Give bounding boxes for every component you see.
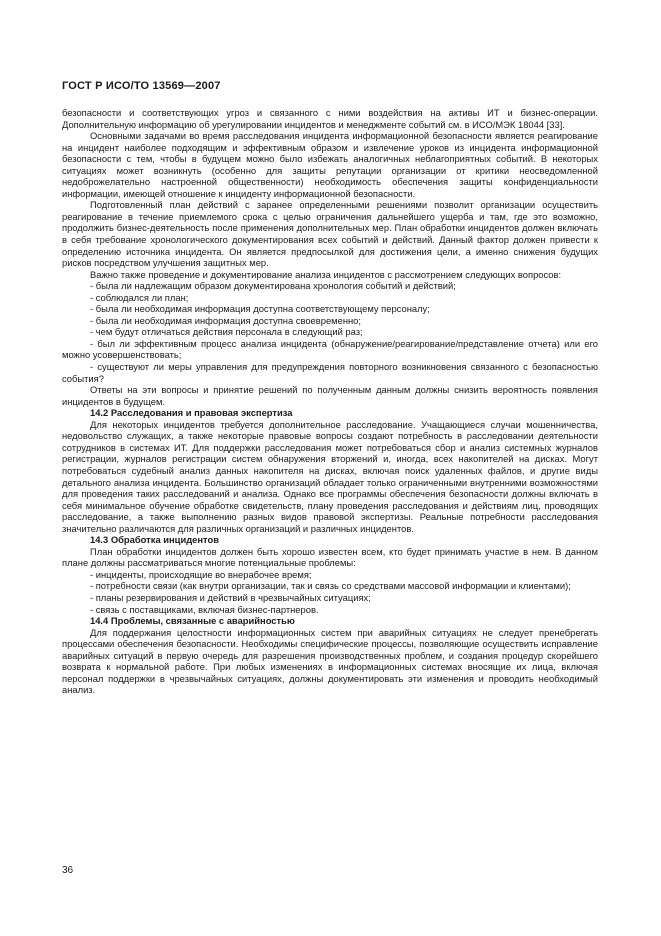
body-paragraph: План обработки инцидентов должен быть хорошо известен всем, кто будет принимать участие в нем. В данном плане должны рассматриваться многие потенциальные проблемы:: [62, 545, 598, 569]
body-paragraph: безопасности и соответствующих угроз и связанного с ними воздействия на активы ИТ и бизнес-операции. Дополнительную информацию об урегулировании инцидентов и менеджменте событий см. в ИСО/МЭК 18044 [33].: [62, 107, 598, 130]
body-paragraph: Важно также проведение и документирование анализа инцидентов с рассмотрением следующих вопросов:: [90, 268, 562, 280]
body-paragraph: Для поддержания целостности информационных систем при аварийных ситуациях не следует пренебрегать процессами обеспечения безопасности. Необходимы специфические процессы, позволяющие осуществить исправление аварийных ситуаций в первую очередь для разрешения производственных проблем, и создания процедур скорейшего возврата к нормальной работе. При любых изменениях в информационных системах вносящие их лица, включая персонал поддержки в чрезвычайных ситуациях, должны документировать эти изменения и проводить необходимый анализ.: [62, 626, 598, 696]
list-item: - была ли необходимая информация доступна своевременно;: [90, 314, 361, 326]
body-paragraph: Для некоторых инцидентов требуется дополнительное расследование. Учащающиеся случаи мошенничества, недовольство служащих, а также некоторые правовые вопросы создают потребность в расследовании деятельности сотрудников в системах ИТ. Для поддержки расследования может потребоваться сбор и анализ системных журналов регистрации, журналов регистрации систем обнаружения вторжений и, иногда, всех накопителей на дисках. Могут потребоваться судебный анализ данных накопителя на дисках, включая поиск удаленных файлов, и другие виды детального анализа инцидента. Большинство организаций обладает только ограниченными внутренними возможностями для проведения таких расследований и анализа. Однако все программы обеспечения безопасности должны включать в себя минимальное обучение обработке свидетельств, плану проведения расследования и действиям лиц, проводящих расследование, а также выполнению разных видов правовой экспертизы. Реальные потребности расследования значительно различаются для различных организаций и различных инцидентов.: [62, 418, 598, 534]
body-paragraph: Основными задачами во время расследования инцидента информационной безопасности является реагирование на инцидент наиболее подходящим и эффективным образом и извлечение уроков из инцидента информационной безопасности с тем, чтобы в будущем можно было избежать аналогичных неблагоприятных событий. В некоторых ситуациях может возникнуть (особенно для защиты репутации организации от критики неосведомленной недоброжелательно настроенной общественности) необходимость обеспечения защиты конфиденциальности информации, имеющей отношение к инциденту информационной безопасности.: [62, 130, 598, 199]
list-item: - была ли необходимая информация доступна соответствующему персоналу;: [90, 303, 430, 315]
section-heading: 14.3 Обработка инцидентов: [90, 534, 219, 546]
section-heading: 14.2 Расследования и правовая экспертиза: [90, 407, 293, 419]
list-item: - связь с поставщиками, включая бизнес-партнеров.: [90, 603, 319, 615]
list-item: - соблюдался ли план;: [90, 291, 189, 303]
document-body: [62, 107, 598, 696]
document-header-title: ГОСТ Р ИСО/ТО 13569—2007: [62, 80, 221, 92]
body-paragraph: Ответы на эти вопросы и принятие решений по полученным данным должны снизить вероятность появления инцидентов в будущем.: [62, 384, 598, 407]
list-item: - был ли эффективным процесс анализа инцидента (обнаружение/реагирование/представление отчета) или его можно усовершенствовать;: [62, 337, 598, 361]
list-item: - чем будут отличаться действия персонала в следующий раз;: [90, 326, 363, 338]
list-item: - потребности связи (как внутри организации, так и связь со средствами массовой информации и клиентами);: [90, 580, 571, 592]
list-item: - существуют ли меры управления для предупреждения повторного возникновения связанного с безопасностью события?: [62, 361, 598, 384]
body-paragraph: Подготовленный план действий с заранее определенными решениями позволит организации осуществить реагирование в течение приемлемого срока с целью ограничения дальнейшего ущерба и там, где это возможно, продолжить бизнес-деятельность после применения дополнительных мер. План обработки инцидентов должен включать в себя требование хронологического документирования всех событий и действий. Данный фактор должен привести к определению источника инцидента. Он является предпосылкой для достижения цели, а именно снижения будущих рисков посредством улучшения защитных мер.: [62, 199, 598, 269]
list-item: - планы резервирования и действий в чрезвычайных ситуациях;: [90, 591, 371, 603]
list-item: - была ли надлежащим образом документирована хронология событий и действий;: [90, 280, 456, 292]
section-heading: 14.4 Проблемы, связанные с аварийностью: [90, 615, 295, 627]
page-number: 36: [62, 865, 74, 876]
list-item: - инциденты, происходящие во внерабочее время;: [90, 568, 312, 580]
